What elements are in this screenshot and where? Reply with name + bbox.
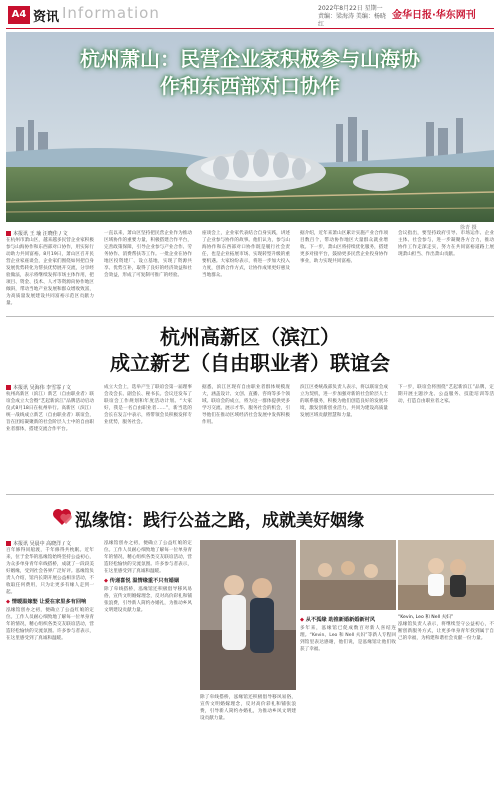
- couple-photo-image: [200, 540, 296, 690]
- story1-column-4: [300, 230, 388, 314]
- story3-byline: [6, 540, 94, 547]
- story3-paragraph-2b: 除了牵线搭桥，泓缘馆还积极倡导移风易俗，宣传文明婚嫁理念，反对高价彩礼和铺张浪费，引导新人简约办婚礼，为推动乡风文明建设贡献力量。: [104, 587, 192, 613]
- story3-paragraph-2: 泓缘馆创办之初，便确立了公益红娘的定位。工作人员耐心细致地了解每一位单身青年的情况，精心组织各类交友联谊活动，营造轻松愉快的交流氛围。许多参与者表示，在这里感受到了真诚和温暖。: [104, 541, 192, 574]
- story2-column-3: [202, 384, 290, 488]
- story2-paragraph-1: 杭州高新区（滨江）新艺（自由职业者）联谊会成立大会暨“艺起新滨江”品牌活动启动仪式8月18日在杭州举行。高新区（滨江）统一战线成立新艺（自由职业者）联谊会，旨在团结凝聚新的社会阶层人士中的自由职业者群体，搭建交流合作平台。: [6, 392, 94, 432]
- byline-marker-icon: [6, 231, 11, 236]
- story3-column-2: [104, 540, 192, 792]
- story1-paragraph-2: 一直以来，萧山区坚持把民营企业作为推动区域协作的重要力量，积极搭建合作平台，完善政策保障，引导企业参与产业合作、劳务协作、消费帮扶等工作。一批企业在协作地区投资建厂、设立基地，实现了资源共享、优势互补，取得了良好的经济效益和社会效益，形成了可复制可推广的经验。: [104, 231, 192, 278]
- story1-paragraph-1: 在杭州市萧山区，越来越多民营企业家积极参与山海协作和东西部对口协作，用实际行动助力共同富裕。8月19日，萧山区召开民营企业家座谈会，企业家们围绕如何把自身发展优势转化为帮扶优势展开交流，分享经验做法，表示将继续发挥市场主体作用，把项目、资金、技术、人才等资源向协作地区倾斜，带动当地产业发展和群众增收致富，为高质量发展建设共同富裕示范区贡献力量。: [6, 238, 94, 306]
- story3-subhead-3: ◆ 从不孤缘 助推新婚新婚新村风: [300, 617, 376, 623]
- story3-subhead-2-text: 传递喜悦 温情缘重不只有婚姻: [109, 578, 180, 584]
- story3-paragraph-4: 多年来，泓缘馆已促成数百对新人喜结连理。“Kevin、Leo 和 Nell 夫妇”等新人专程回到馆里表达感谢，他们说，是泓缘馆让他们收获了幸福。: [300, 626, 396, 652]
- story3-headline: 泓缘馆：践行公益之路，成就美好姻缘: [75, 511, 364, 531]
- story2-column-4: [300, 384, 388, 488]
- story2-headline-line-2: 成立新艺（自由职业者）联谊会: [110, 351, 390, 375]
- event-photo-image: [300, 540, 396, 610]
- story2-headline-line-1: 杭州高新区（滨江）: [160, 325, 340, 349]
- story2-byline: [6, 384, 94, 391]
- section-english-name: Information: [62, 4, 160, 22]
- story1-byline: [6, 230, 94, 237]
- byline-marker-icon: [6, 541, 11, 546]
- header-date: [318, 5, 388, 29]
- story3-column-1: [6, 540, 94, 792]
- story3-column-3: [200, 694, 296, 792]
- section-number-badge: A4: [8, 6, 30, 24]
- page-header: [0, 0, 500, 30]
- story1-paragraph-4: 据介绍，近年来萧山区累计实施产业合作项目数百个，带动协作地区大量群众就业增收。下一步，萧山区将持续优化服务，搭建更多对接平台，鼓励更多民营企业投身协作事业，助力实现共同富裕。: [300, 231, 388, 264]
- header-date-line: 2022年8月22日 星期一: [318, 5, 383, 12]
- story2-paragraph-3: 据悉，滨江区现有自由职业者群体规模庞大，涵盖设计、文创、直播、咨询等多个领域。联谊会的成立，将为这一群体提供更多学习交流、展示才华、服务社会的机会，引导他们在推动区域经济社会发展中发挥积极作用。: [202, 385, 290, 425]
- story2-paragraph-5: 下一步，联谊会将围绕“艺起新滨江”品牌，定期开展主题沙龙、公益服务、技能培训等活动，打造自由职业者之家。: [398, 385, 494, 404]
- section-name: 资讯: [33, 10, 60, 25]
- story3-column-4: [300, 614, 396, 792]
- story3-photo-1: [200, 540, 296, 690]
- story1-column-1: [6, 230, 94, 314]
- story1-byline-text: 本报讯 王 瑜 汪晓佳 / 文: [13, 231, 68, 237]
- story3-photo-3: [398, 540, 494, 610]
- heart-icon: [52, 508, 72, 526]
- story1-column-2: [104, 230, 192, 314]
- photo-credit: 徐青 摄: [460, 225, 477, 231]
- section-divider-2: [6, 494, 494, 495]
- story3-byline-text: 本报讯 吴晨中 高晓洋 / 文: [13, 541, 72, 547]
- wedding-photo-image: [398, 540, 494, 610]
- story3-paragraph-3: 除了牵线搭桥，泓缘馆还积极倡导移风易俗，宣传文明婚嫁理念，反对高价彩礼和铺张浪费，引导新人简约办婚礼，为推动乡风文明建设贡献力量。: [200, 695, 296, 721]
- story2-column-1: [6, 384, 94, 488]
- header-editors-line: 责编：梁海涛 美编：杨晓红: [318, 13, 386, 28]
- story3-column-5: [398, 614, 494, 792]
- story1-headline: 杭州萧山：民营企业家积极参与山海协作和东西部对口协作: [80, 47, 420, 98]
- story2-byline-text: 本报讯 吴海伟 李雪霏 / 文: [13, 385, 72, 391]
- header-rule: [6, 28, 494, 29]
- story3-paragraph-5: 泓缘馆负责人表示，将继续坚守公益初心，不断创新服务方式，让更多单身青年找到属于自己的幸福，为构建和谐社会贡献一份力量。: [398, 622, 494, 641]
- story2-column-5: [398, 384, 494, 488]
- story1-paragraph-5: 会议指出，要坚持政府引导、市场运作、企业主体、社会参与，进一步凝聚各方合力，推动协作工作走深走实，努力在共同富裕道路上展现萧山担当、作出萧山贡献。: [398, 231, 494, 257]
- story3-subhead-3-text: 从不孤缘 助推新婚新婚新村风: [305, 617, 376, 623]
- story3-paragraph-1b: 泓缘馆创办之初，便确立了公益红娘的定位。工作人员耐心细致地了解每一位单身青年的情况，精心组织各类交友联谊活动，营造轻松愉快的交流氛围。许多参与者表示，在这里感受到了真诚和温暖。: [6, 608, 94, 641]
- story3-subhead-1-text: 情暖温嫁娶 让爱在家里多有回响: [11, 599, 87, 605]
- story3-subhead-2: ◆ 传递喜悦 温情缘重不只有婚姻: [104, 578, 180, 584]
- story2-paragraph-4: 滨江区委统战部负责人表示，将以联谊会成立为契机，进一步加强对新的社会阶层人士的联系服务，积极为他们创造良好的发展环境，激发创新创业活力，共同为建设高质量发展区域贡献智慧和力量。: [300, 385, 388, 418]
- story1-paragraph-3: 座谈会上，企业家代表结合自身实践，讲述了企业参与协作的故事。他们认为，参与山海协作和东西部对口协作既是履行社会责任，也是企业拓展市场、实现转型升级的重要机遇。大家纷纷表示，将进一步加大投入力度，创新合作方式，让协作成果更好惠及当地群众。: [202, 231, 290, 278]
- section-divider-1: [6, 316, 494, 317]
- byline-marker-icon: [6, 385, 11, 390]
- story3-paragraph-1: 百年修得同船渡，千年修得共枕眠。近年来，位于金华的泓缘馆始终坚持公益初心，为众多单身青年牵线搭桥，成就了一段段美好姻缘，受到社会各界广泛好评。泓缘馆负责人介绍，馆内长期开展公益相亲活动，不收取任何费用，只为让更多有缘人走到一起。: [6, 548, 94, 595]
- story3-subhead-1: ◆ 情暖温嫁娶 让爱在家里多有回响: [6, 599, 87, 605]
- story3-photo-2: [300, 540, 396, 610]
- story1-column-5: [398, 230, 494, 314]
- story2-column-2: [104, 384, 192, 488]
- story3-quote-name: “Kevin, Leo 和 Nell 夫妇”: [398, 615, 454, 620]
- story1-column-3: [202, 230, 290, 314]
- story2-paragraph-2: 成立大会上，选举产生了联谊会第一届理事会及会长、副会长、秘书长。会议还发布了联谊会工作规划和年度活动计划。“大家好，我是一名自由职业者……”，新当选的会长在发言中表示，将带领会员积极发挥专业优势，服务社会。: [104, 385, 192, 425]
- story2-headline: [90, 324, 410, 376]
- newspaper-name: 金华日报·华东网刊: [392, 10, 476, 21]
